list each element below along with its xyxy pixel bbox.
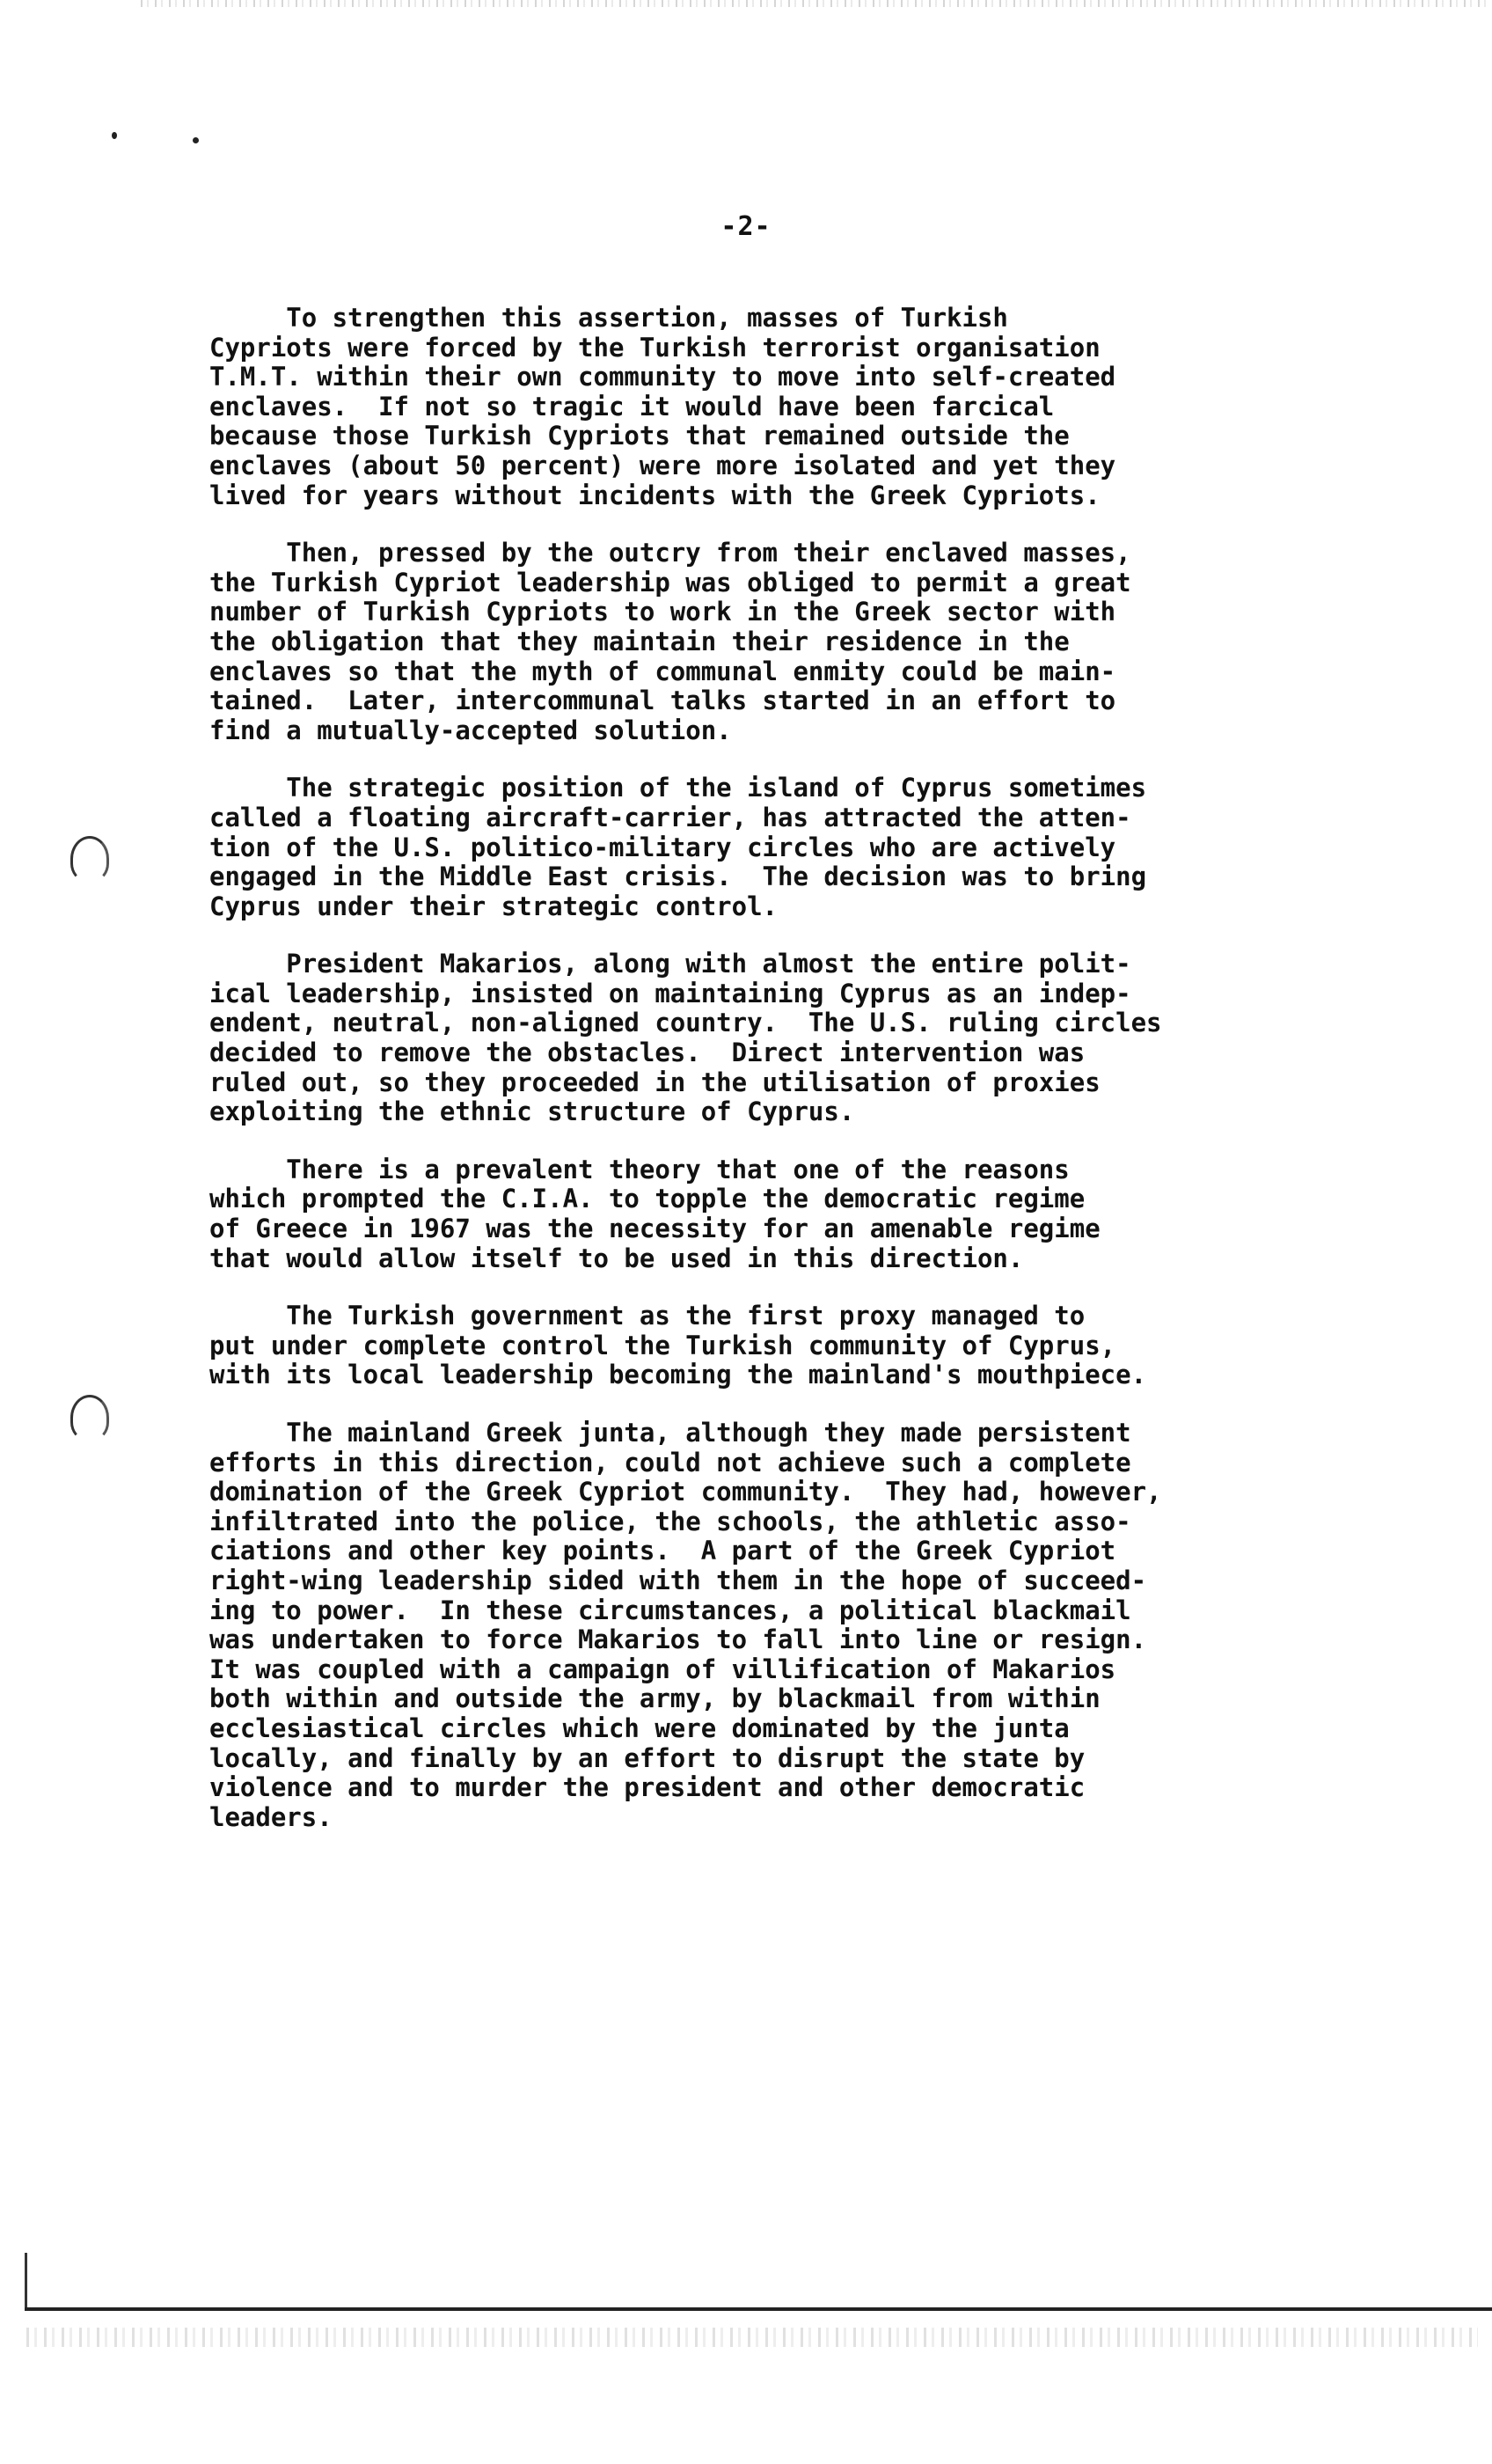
text-line: because those Turkish Cypriots that remained outside the (209, 421, 1070, 451)
page-edge-mark (25, 2253, 27, 2311)
text-line: decided to remove the obstacles. Direct intervention was (209, 1038, 1086, 1068)
text-line: The mainland Greek junta, although they made persistent (209, 1418, 1131, 1448)
text-line: called a floating aircraft-carrier, has attracted the atten- (209, 802, 1131, 832)
paragraph (209, 1155, 1335, 1273)
text-line: domination of the Greek Cypriot community. They had, however, (209, 1477, 1162, 1507)
text-line: efforts in this direction, could not achieve such a complete (209, 1447, 1131, 1478)
paragraph (209, 774, 1335, 921)
text-line: engaged in the Middle East crisis. The decision was to bring (209, 862, 1147, 892)
text-line: ing to power. In these circumstances, a political blackmail (209, 1595, 1131, 1625)
paragraph (209, 1302, 1335, 1390)
text-line: put under complete control the Turkish community of Cyprus, (209, 1330, 1116, 1360)
scan-noise-top (141, 0, 1487, 7)
text-line: infiltrated into the police, the schools, the athletic asso- (209, 1506, 1131, 1536)
text-line: ruled out, so they proceeded in the utilisation of proxies (209, 1067, 1101, 1097)
text-line: It was coupled with a campaign of villification of Makarios (209, 1654, 1116, 1684)
scan-noise-bottom (26, 2328, 1478, 2347)
text-line: President Makarios, along with almost the entire polit- (209, 949, 1131, 979)
scan-speck (112, 132, 117, 139)
text-line: that would allow itself to be used in this direction. (209, 1243, 1024, 1273)
text-line: ecclesiastical circles which were dominated by the junta (209, 1712, 1070, 1743)
text-line: right-wing leadership sided with them in the hope of succeed- (209, 1565, 1147, 1595)
text-line: find a mutually-accepted solution. (209, 715, 732, 745)
text-line: enclaves. If not so tragic it would have been farcical (209, 391, 1055, 422)
text-line: the Turkish Cypriot leadership was obliged to permit a great (209, 567, 1131, 598)
text-line: T.M.T. within their own community to move into self-created (209, 362, 1116, 392)
text-line: was undertaken to force Makarios to fall into line or resign. (209, 1624, 1147, 1655)
text-line: number of Turkish Cypriots to work in the Greek sector with (209, 597, 1116, 627)
text-line: of Greece in 1967 was the necessity for an amenable regime (209, 1214, 1101, 1244)
text-line: lived for years without incidents with the Greek Cypriots. (209, 480, 1101, 510)
text-line: leaders. (209, 1801, 333, 1832)
text-line: ciations and other key points. A part of the Greek Cypriot (209, 1536, 1116, 1566)
text-line: both within and outside the army, by blackmail from within (209, 1683, 1101, 1714)
punch-hole-upper (70, 836, 109, 882)
page-bottom-rule (25, 2307, 1492, 2311)
paragraph (209, 1419, 1335, 1832)
text-line: tained. Later, intercommunal talks started in an effort to (209, 686, 1116, 716)
text-line: which prompted the C.I.A. to topple the democratic regime (209, 1184, 1086, 1214)
text-line: Cyprus under their strategic control. (209, 891, 779, 921)
text-line: endent, neutral, non-aligned country. The U.S. ruling circles (209, 1008, 1162, 1038)
page-number: -2- (720, 211, 772, 242)
text-line: The Turkish government as the first proxy managed to (209, 1301, 1086, 1331)
text-line: tion of the U.S. politico-military circles who are actively (209, 832, 1116, 862)
text-line: Then, pressed by the outcry from their enclaved masses, (209, 538, 1131, 568)
text-line: To strengthen this assertion, masses of Turkish (209, 303, 1008, 333)
text-line: Cypriots were forced by the Turkish terrorist organisation (209, 332, 1101, 363)
text-line: the obligation that they maintain their residence in the (209, 626, 1070, 656)
text-line: locally, and finally by an effort to disrupt the state by (209, 1742, 1086, 1773)
text-line: ical leadership, insisted on maintaining Cyprus as an indep- (209, 978, 1131, 1008)
punch-hole-lower (70, 1395, 109, 1441)
text-line: The strategic position of the island of Cyprus sometimes (209, 773, 1147, 803)
paragraph (209, 950, 1335, 1127)
paragraph (209, 539, 1335, 745)
text-line: There is a prevalent theory that one of the reasons (209, 1154, 1070, 1184)
text-line: violence and to murder the president and other democratic (209, 1772, 1086, 1803)
text-line: enclaves (about 50 percent) were more isolated and yet they (209, 450, 1116, 480)
text-line: with its local leadership becoming the mainland's mouthpiece. (209, 1360, 1147, 1390)
paragraph (209, 304, 1335, 510)
scan-speck (193, 137, 199, 143)
text-line: exploiting the ethnic structure of Cyprus. (209, 1096, 855, 1127)
body-text (209, 304, 1335, 1860)
text-line: enclaves so that the myth of communal enmity could be main- (209, 656, 1116, 686)
